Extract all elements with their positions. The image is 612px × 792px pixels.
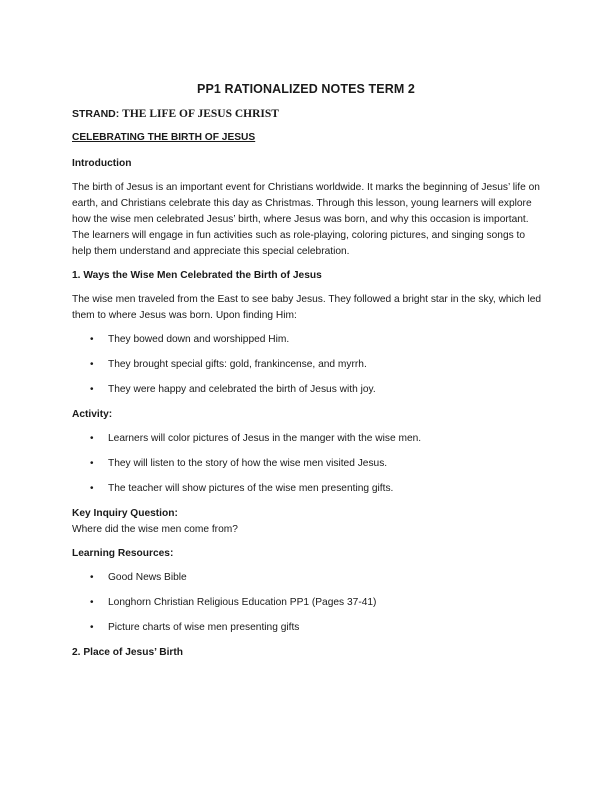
activity-heading: Activity: — [72, 409, 113, 420]
list-item-text: They were happy and celebrated the birth of Jesus with joy. — [108, 384, 376, 395]
list-item-text: Picture charts of wise men presenting gifts — [108, 622, 300, 633]
introduction-heading: Introduction — [72, 158, 132, 169]
section-2-heading: 2. Place of Jesus’ Birth — [72, 647, 183, 658]
list-item — [72, 357, 546, 373]
page-title: PP1 RATIONALIZED NOTES TERM 2 — [197, 82, 415, 96]
list-item — [72, 332, 546, 348]
list-item — [72, 595, 546, 611]
list-item — [72, 620, 546, 636]
document-body — [72, 106, 546, 669]
list-item-text: They brought special gifts: gold, frankincense, and myrrh. — [108, 359, 367, 370]
section-1-heading: 1. Ways the Wise Men Celebrated the Birth of Jesus — [72, 270, 322, 281]
list-item — [72, 570, 546, 586]
bullet-icon: • — [90, 433, 94, 444]
inquiry-heading: Key Inquiry Question: — [72, 508, 178, 519]
activity-list — [72, 431, 546, 497]
list-item — [72, 456, 546, 472]
bullet-icon: • — [90, 458, 94, 469]
resources-heading: Learning Resources: — [72, 548, 174, 559]
bullet-icon: • — [90, 622, 94, 633]
list-item-text: Good News Bible — [108, 572, 187, 583]
strand-line — [72, 106, 546, 122]
list-item-text: Longhorn Christian Religious Education PP1 (Pages 37-41) — [108, 597, 377, 608]
section-1-list — [72, 332, 546, 398]
list-item-text: They will listen to the story of how the wise men visited Jesus. — [108, 458, 388, 469]
topic-heading: CELEBRATING THE BIRTH OF JESUS — [72, 132, 256, 143]
list-item — [72, 382, 546, 398]
introduction-text: The birth of Jesus is an important event for Christians worldwide. It marks the beginning of Jesus’ life on earth, and Christians celebrate this day as Christmas. Through this lesson, young learners will explore how the wise men celebrated Jesus’ birth, where Jesus was born, and why this occasion is important. The learners will engage in fun activities such as role-playing, coloring pictures, and singing songs to help them understand and appreciate this special celebration. — [72, 182, 540, 257]
bullet-icon: • — [90, 572, 94, 583]
list-item — [72, 431, 546, 447]
list-item — [72, 481, 546, 497]
list-item-text: They bowed down and worshipped Him. — [108, 334, 290, 345]
bullet-icon: • — [90, 384, 94, 395]
resources-list — [72, 570, 546, 636]
section-1-text: The wise men traveled from the East to see baby Jesus. They followed a bright star in the sky, which led them to where Jesus was born. Upon finding Him: — [72, 294, 542, 321]
list-item-text: Learners will color pictures of Jesus in the manger with the wise men. — [108, 433, 422, 444]
bullet-icon: • — [90, 483, 94, 494]
bullet-icon: • — [90, 597, 94, 608]
strand-label: STRAND: — [72, 108, 123, 120]
bullet-icon: • — [90, 334, 94, 345]
strand-value: THE LIFE OF JESUS CHRIST — [122, 108, 279, 120]
inquiry-question: Where did the wise men come from? — [72, 524, 238, 535]
list-item-text: The teacher will show pictures of the wise men presenting gifts. — [108, 483, 394, 494]
bullet-icon: • — [90, 359, 94, 370]
